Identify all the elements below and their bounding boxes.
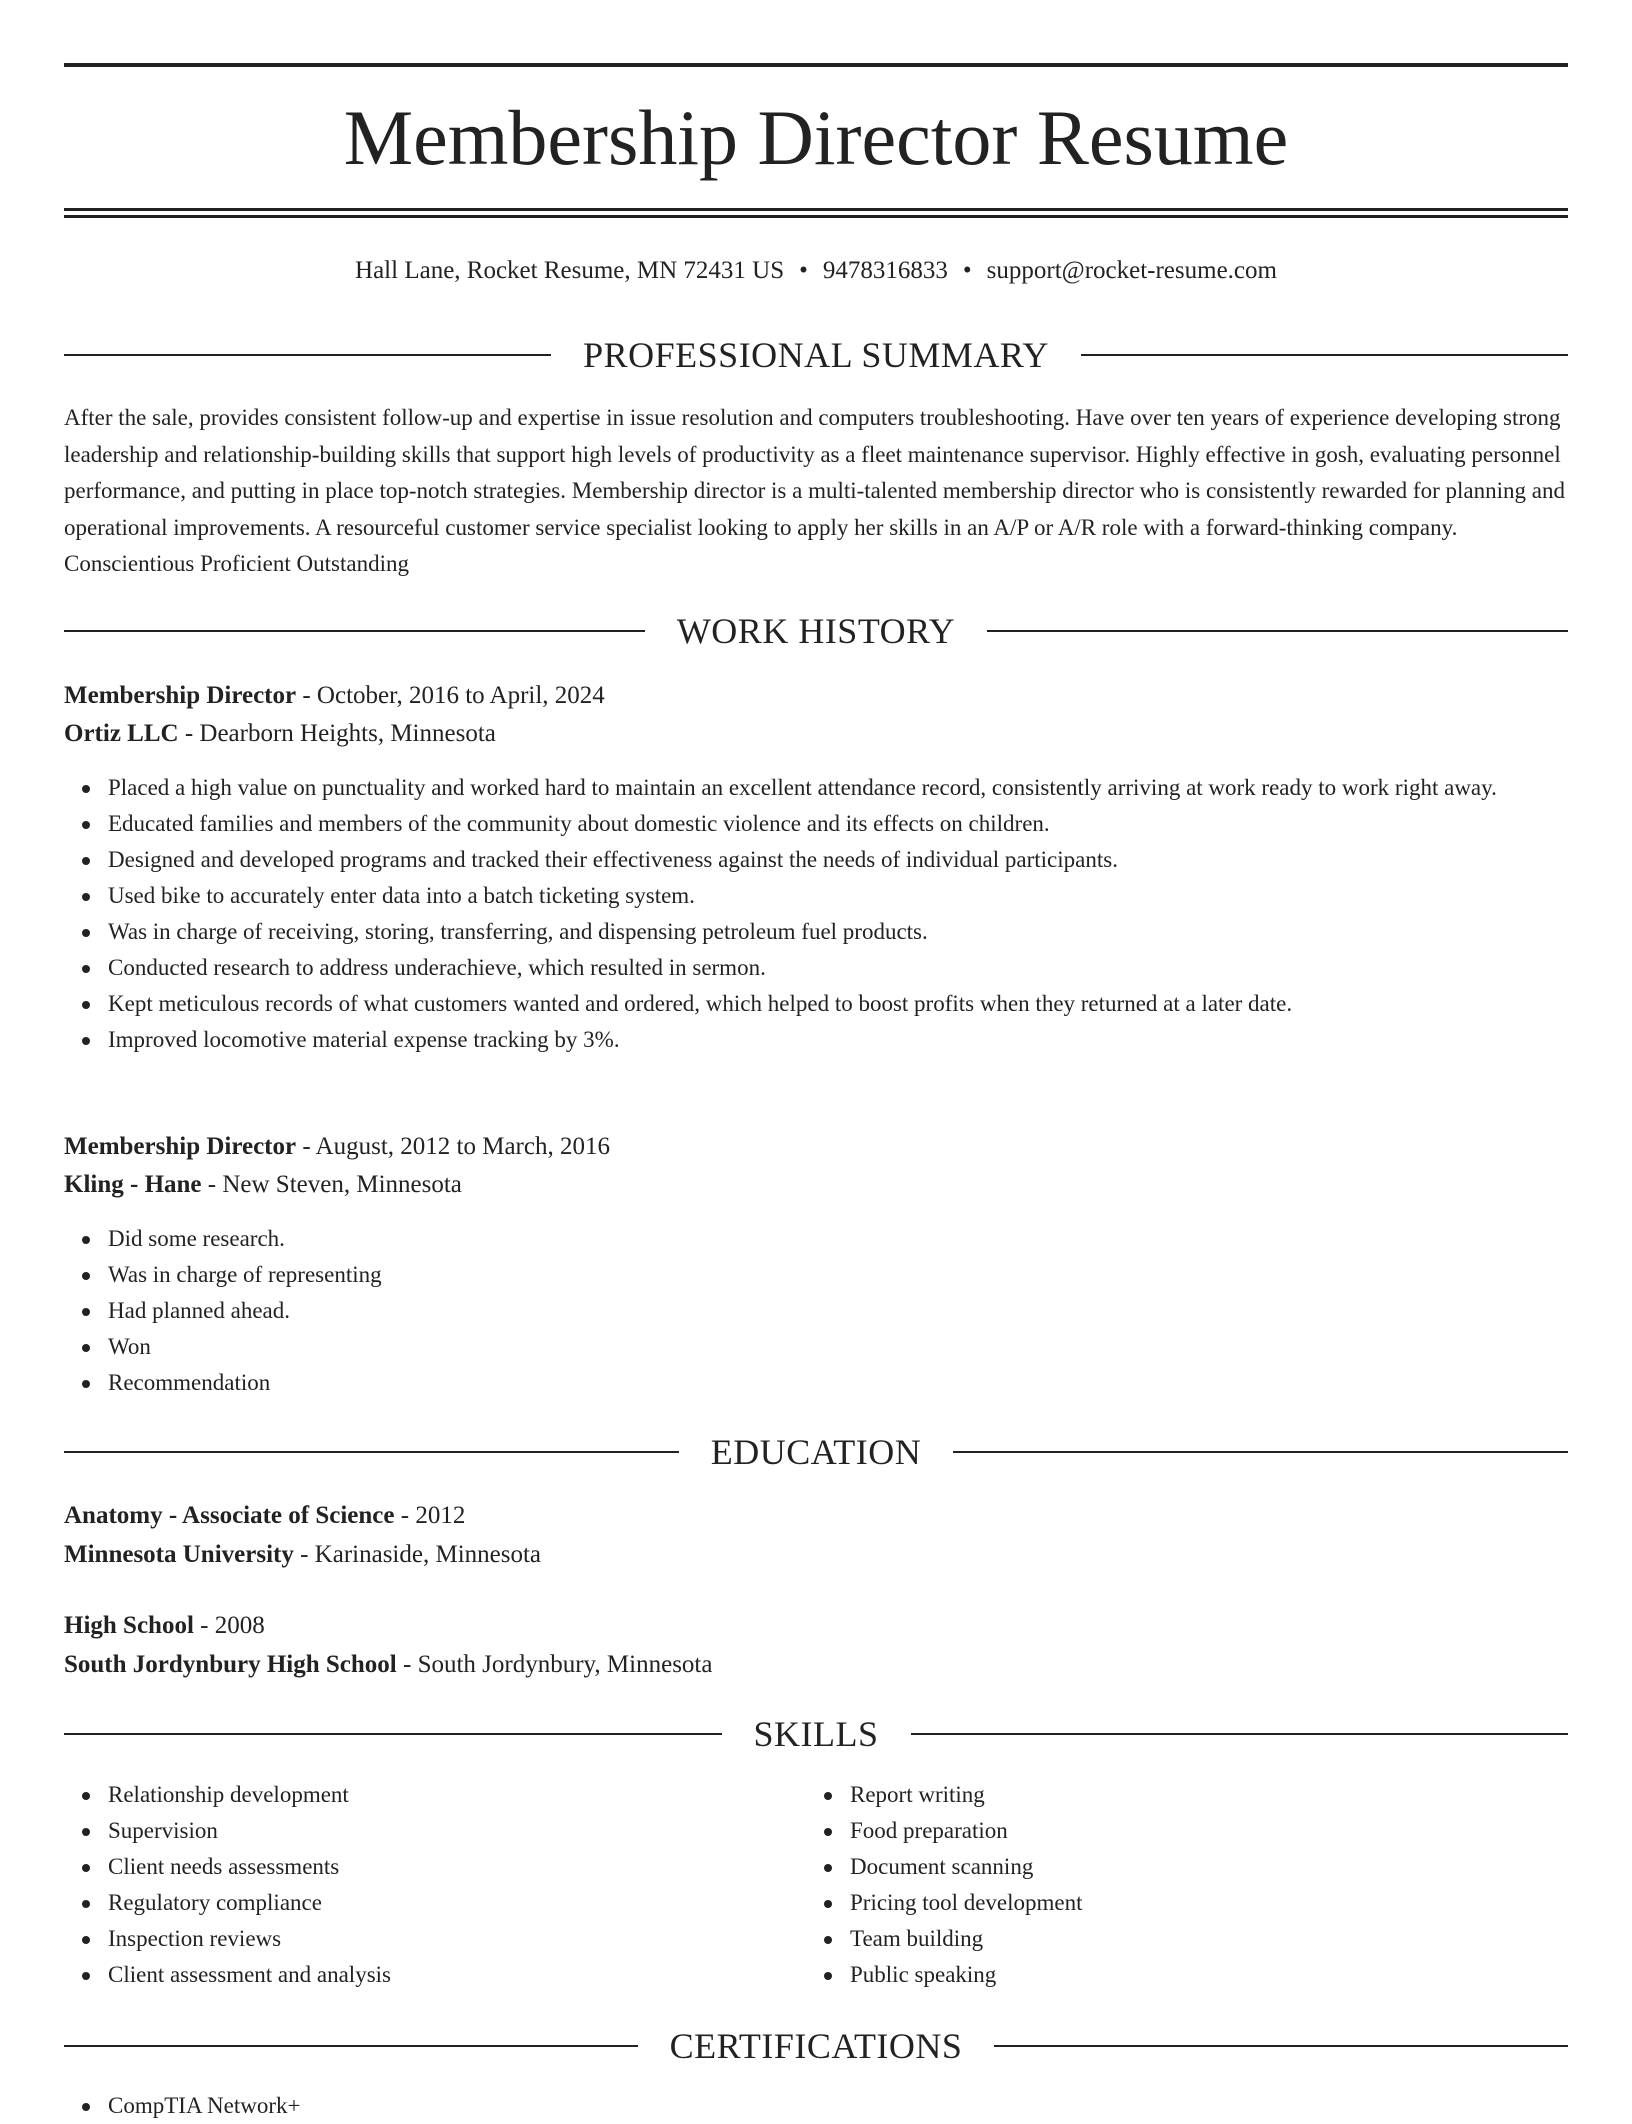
education-school-line [64, 1646, 1568, 1684]
skill-item: Supervision [108, 1813, 1612, 1849]
job-location: - New Steven, Minnesota [201, 1171, 462, 1198]
heading-rule [64, 1451, 679, 1453]
heading-rule [953, 1451, 1568, 1453]
job-dates: - October, 2016 to April, 2024 [296, 682, 605, 709]
education-year: - 2008 [193, 1612, 265, 1639]
contact-separator: • [962, 257, 972, 284]
summary-text: After the sale, provides consistent follow-up and expertise in issue resolution and computers troubleshooting. Have over ten years of experience developing strong leadership and relationship-building skills that support high levels of productivity as a fleet maintenance supervisor. Highly effective in gosh, evaluating personnel performance, and putting in place top-notch strategies. Membership director is a multi-talented membership director who is consistently rewarded for planning and operational improvements. A resourceful customer service specialist looking to apply her skills in an A/P or A/R role with a forward-thinking company. Conscientious Proficient Outstanding [64, 405, 1565, 576]
education-degree: High School [64, 1612, 194, 1639]
education-heading-label: EDUCATION [710, 1432, 922, 1472]
list-item: Kept meticulous records of what customers wanted and ordered, which helped to boost profits when they returned at a later date. [108, 986, 1568, 1022]
certifications-heading-label: CERTIFICATIONS [669, 2026, 963, 2066]
contact-address: Hall Lane, Rocket Resume, MN 72431 US [355, 257, 785, 284]
heading-rule [994, 2045, 1568, 2047]
skills-heading [64, 1712, 1568, 1756]
contact-line [64, 254, 1568, 288]
job-location: - Dearborn Heights, Minnesota [178, 720, 496, 747]
skill-item: Client needs assessments [108, 1849, 1612, 1885]
title-rule-upper [64, 208, 1568, 211]
skill-item: Report writing [850, 1777, 1632, 1813]
heading-rule [1081, 354, 1568, 356]
skill-item: Food preparation [850, 1813, 1632, 1849]
skill-item: Pricing tool development [850, 1885, 1632, 1921]
education-year: - 2012 [394, 1502, 466, 1529]
list-item: Improved locomotive material expense tracking by 3%. [108, 1022, 1568, 1058]
list-item: Was in charge of representing [108, 1257, 1612, 1293]
education-heading [64, 1430, 1568, 1474]
contact-phone: 9478316833 [822, 257, 948, 284]
heading-rule [987, 630, 1568, 632]
list-item: Was in charge of receiving, storing, transferring, and dispensing petroleum fuel products. [108, 914, 1568, 950]
skills-heading-label: SKILLS [753, 1714, 879, 1754]
education-location: - Karinaside, Minnesota [293, 1541, 542, 1568]
skill-item: Public speaking [850, 1957, 1632, 1993]
skill-item: Team building [850, 1921, 1632, 1957]
certification-item: CompTIA Network+ [108, 2088, 1612, 2124]
job-company-line [64, 715, 1568, 753]
education-school: South Jordynbury High School [64, 1651, 397, 1678]
list-item: Did some research. [108, 1221, 1612, 1257]
job-dates: - August, 2012 to March, 2016 [296, 1133, 610, 1160]
job-duties-list [64, 770, 1568, 1058]
work-history-heading-label: WORK HISTORY [676, 611, 956, 651]
skill-item: Regulatory compliance [108, 1885, 1612, 1921]
list-item: Designed and developed programs and tracked their effectiveness against the needs of individual participants. [108, 842, 1568, 878]
certifications-heading [64, 2024, 1568, 2068]
job-title: Membership Director [64, 1133, 297, 1160]
education-school-line [64, 1536, 1568, 1574]
skill-item: Document scanning [850, 1849, 1632, 1885]
education-location: - South Jordynbury, Minnesota [396, 1651, 713, 1678]
list-item: Had planned ahead. [108, 1293, 1612, 1329]
education-degree-line [64, 1607, 1568, 1645]
education-degree-line [64, 1497, 1568, 1535]
education-degree: Anatomy - Associate of Science [64, 1502, 395, 1529]
job-company-line [64, 1166, 1568, 1204]
list-item: Placed a high value on punctuality and worked hard to maintain an excellent attendance record, consistently arriving at work ready to work right away. [108, 770, 1568, 806]
resume-title: Membership Director Resume [343, 94, 1289, 181]
summary-heading [64, 333, 1568, 377]
skills-list-right [806, 1777, 1632, 1993]
skill-item: Inspection reviews [108, 1921, 1612, 1957]
list-item: Educated families and members of the community about domestic violence and its effects on children. [108, 806, 1568, 842]
top-rule [64, 63, 1568, 67]
list-item: Won [108, 1329, 1612, 1365]
list-item: Recommendation [108, 1365, 1612, 1401]
skill-item: Client assessment and analysis [108, 1957, 1612, 1993]
heading-rule [64, 2045, 638, 2047]
heading-rule [64, 354, 551, 356]
job-company: Ortiz LLC [64, 720, 179, 747]
certifications-list [64, 2088, 1612, 2124]
list-item: Used bike to accurately enter data into a batch ticketing system. [108, 878, 1568, 914]
job-company: Kling - Hane [64, 1171, 202, 1198]
heading-rule [64, 630, 645, 632]
job-title-line [64, 677, 1568, 715]
summary-heading-label: PROFESSIONAL SUMMARY [583, 335, 1049, 375]
job-duties-list [64, 1221, 1612, 1401]
job-title: Membership Director [64, 682, 297, 709]
heading-rule [64, 1733, 722, 1735]
work-history-heading [64, 609, 1568, 653]
skill-item: Relationship development [108, 1777, 1612, 1813]
contact-separator: • [799, 257, 808, 284]
title-rule-lower [64, 215, 1568, 218]
job-title-line [64, 1128, 1568, 1166]
education-school: Minnesota University [64, 1541, 294, 1568]
contact-email: support@rocket-resume.com [986, 257, 1277, 284]
list-item: Conducted research to address underachieve, which resulted in sermon. [108, 950, 1568, 986]
heading-rule [911, 1733, 1569, 1735]
